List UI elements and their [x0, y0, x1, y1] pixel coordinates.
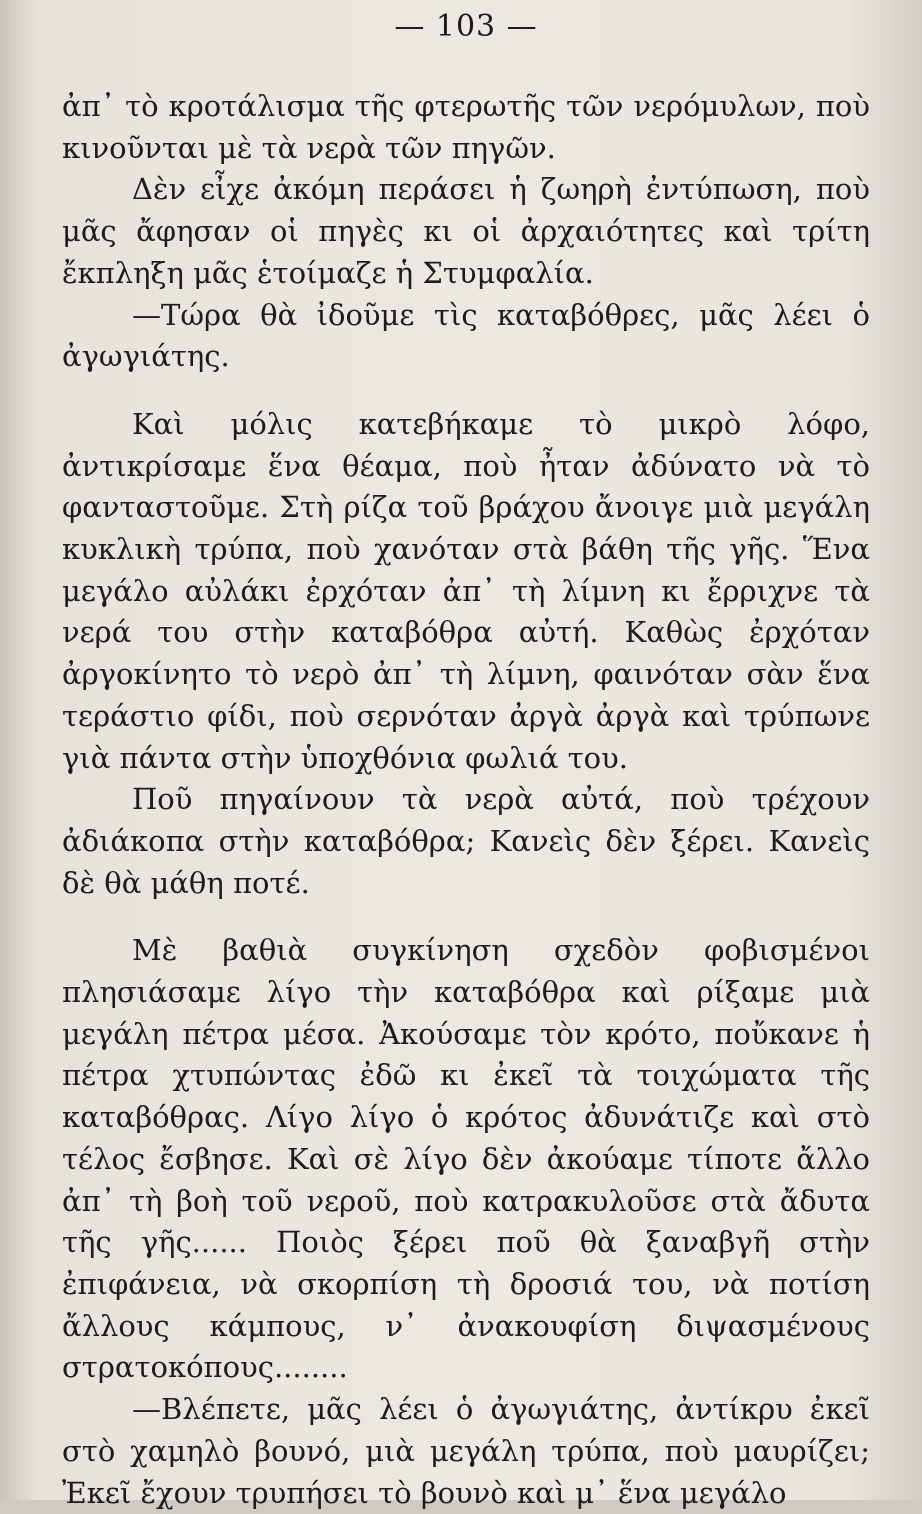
paragraph-6: Μὲ βαθιὰ συγκίνηση σχεδὸν φοβισμένοι πλησιάσαμε λίγο τὴν καταβόθρα καὶ ρίξαμε μιὰ μεγάλη πέτρα μέσα. Ἀκούσαμε τὸν κρότο, ποὔκανε ἡ πέτρα χτυπώντας ἐδῶ κι ἐκεῖ τὰ τοιχώματα τῆς καταβόθρας. Λίγο λίγο ὁ κρότος ἀδυνάτιζε καὶ στὸ τέλος ἔσβησε. Καὶ σὲ λίγο δὲν ἀκούαμε τίποτε ἄλλο ἀπ᾽ τὴ βοὴ τοῦ νεροῦ, ποὺ κατρακυλοῦσε στὰ ἄδυτα τῆς γῆς...... Ποιὸς ξέρει ποῦ θὰ ξαναβγῆ στὴν ἐπιφάνεια, νὰ σκορπίση τὴ δροσιά του, νὰ ποτίση ἄλλους κάμπους, ν᾽ ἀνακουφίση διψασμένους στρατοκόπους........: [62, 933, 870, 1385]
paragraph-2: Δὲν εἶχε ἀκόμη περάσει ἡ ζωηρὴ ἐντύπωση, ποὺ μᾶς ἄφησαν οἱ πηγὲς κι οἱ ἀρχαιότητες καὶ τρίτη ἔκπληξη μᾶς ἑτοίμαζε ἡ Στυμφαλία.: [62, 172, 870, 290]
paragraph-1: ἀπ᾽ τὸ κροτάλισμα τῆς φτερωτῆς τῶν νερόμυλων, ποὺ κινοῦνται μὲ τὰ νερὰ τῶν πηγῶν.: [62, 89, 870, 165]
paragraph-5: Ποῦ πηγαίνουν τὰ νερὰ αὐτά, ποὺ τρέχουν ἀδιάκοπα στὴν καταβόθρα; Κανεὶς δὲν ξέρει. Κανεὶς δὲ θὰ μάθη ποτέ.: [62, 782, 870, 900]
paragraph-3: —Τώρα θὰ ἰδοῦμε τὶς καταβόθρες, μᾶς λέει ὁ ἀγωγιάτης.: [62, 297, 870, 374]
paragraph-4: Καὶ μόλις κατεβήκαμε τὸ μικρὸ λόφο, ἀντικρίσαμε ἕνα θέαμα, ποὺ ἦταν ἀδύνατο νὰ τὸ φανταστοῦμε. Στὴ ρίζα τοῦ βράχου ἄνοιγε μιὰ μεγάλη κυκλικὴ τρύπα, ποὺ χανόταν στὰ βάθη τῆς γῆς. Ἕνα μεγάλο αὐλάκι ἐρχόταν ἀπ᾽ τὴ λίμνη κι ἔρριχνε τὰ νερά του στὴν καταβόθρα αὐτή. Καθὼς ἐρχόταν ἀργοκίνητο τὸ νερὸ ἀπ᾽ τὴ λίμνη, φαινόταν σὰν ἕνα τεράστιο φίδι, ποὺ σερνόταν ἀργὰ ἀργὰ καὶ τρύπωνε γιὰ πάντα στὴν ὑποχθόνια φωλιά του.: [62, 406, 870, 775]
paragraph-7: —Βλέπετε, μᾶς λέει ὁ ἀγωγιάτης, ἀντίκρυ ἐκεῖ στὸ χαμηλὸ βουνό, μιὰ μεγάλη τρύπα, ποὺ μαυρίζει; Ἐκεῖ ἔχουν τρυπήσει τὸ βουνὸ καὶ μ᾽ ἕνα μεγάλο: [62, 1392, 870, 1510]
body-text: [62, 86, 870, 1514]
page-number: — 103 —: [394, 9, 538, 44]
